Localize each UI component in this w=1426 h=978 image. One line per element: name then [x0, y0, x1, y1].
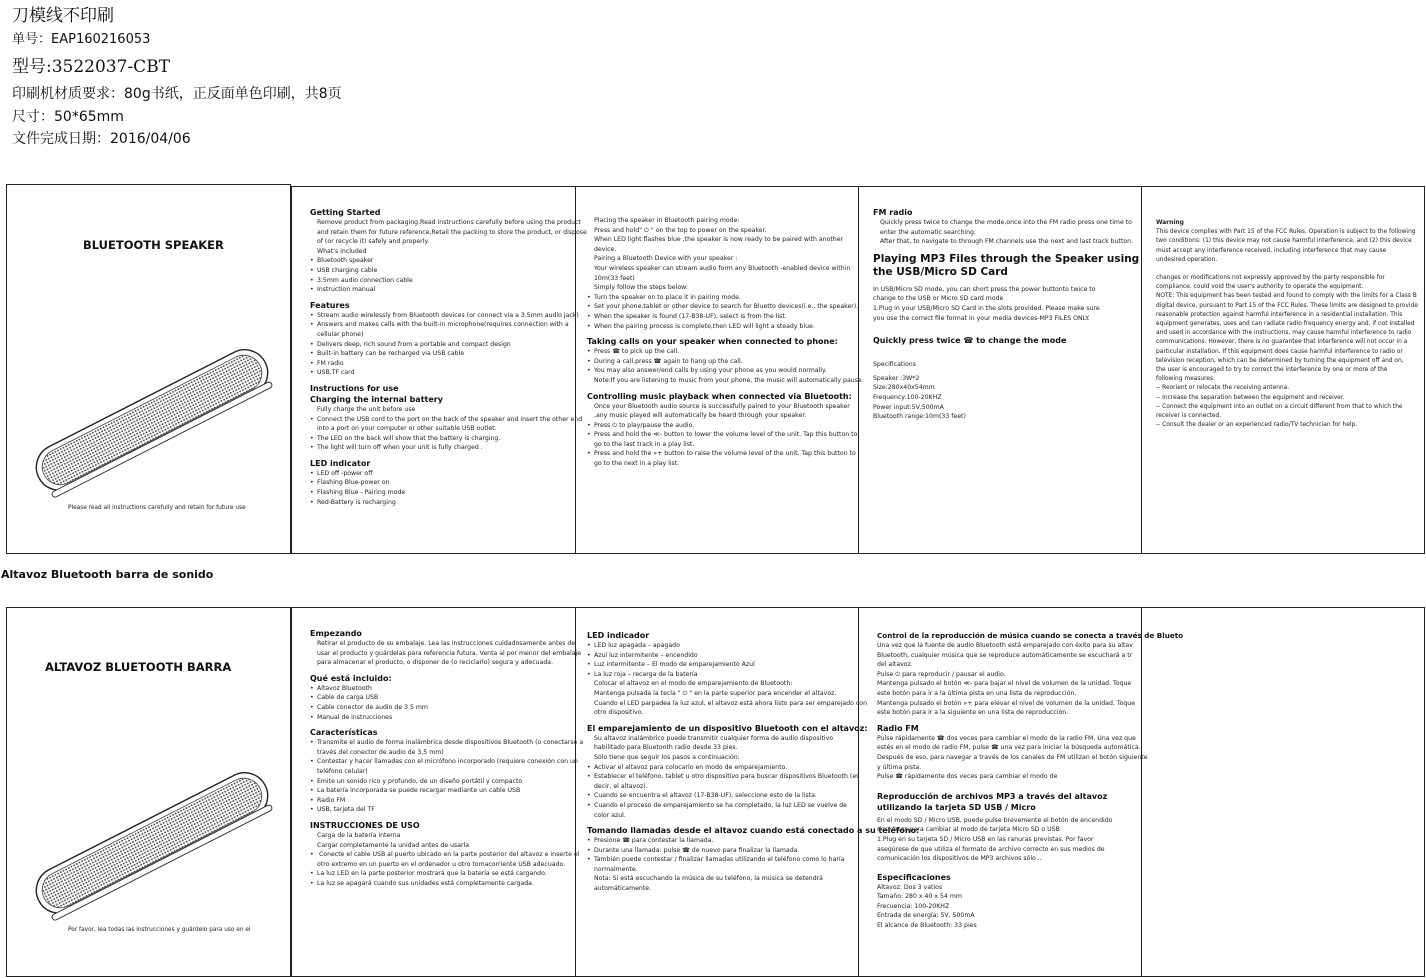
es-cover-panel: [6, 607, 291, 977]
list-item: • Instruction manual: [310, 285, 587, 295]
list-item: • 3.5mm audio connection cable: [310, 276, 587, 286]
heading-emparejamiento: El emparejamiento de un dispositivo Bluetooth con el altavoz:: [587, 723, 868, 733]
heading-controlling: Controlling music playback when connected via Bluetooth:: [587, 391, 852, 401]
list-item: • USB charging cable: [310, 266, 587, 276]
es-page3-text: LED indicador • LED luz apagada – apagado • Azul luz intermitente – encendido • Luz intermitente – El modo de emparejamiento Azul • La luz roja – recarga de la batería Colocar el altavoz en el modo de emparejamiento de Bluetooth: Mantenga pulsada la tecla " ⏻ " en la parte superior para encender el altavoz. Cuando el LED parpadea la luz azul, el altavoz está ahora listo para ser emparejado con otro dispositivo. El emparejamiento de un dispositivo Bluetooth con el altavoz: Su altavoz inalámbrico puede transmitir cualquier forma de audio dispositivo habilitado para Bluetooth radio desde 33 pies. Sólo tiene que seguir los pasos a continuación: • Activar el altavoz para colocarlo en modo de emparejamiento. • Establecer el teléfono, tablet u otro dispositivo para buscar dispositivos Bluetooth (es decir, el altavoz). • Cuando se encuentra el altavoz (17-B38-UF), seleccione esto de la lista. • Cuando el proceso de emparejamiento se ha completado, la luz LED se vuelve de color azul. Tomando llamadas desde el altavoz cuando está conectado a su teléfono: • Presione ☎ para contestar la llamada. • Durante una llamada: pulse ☎ de nuevo para finalizar la llamada. • También puede contestar / finalizar llamadas utilizando el teléfono como lo haría normalmente. Nota: Si está escuchando la música de su teléfono, la música se detendrá automáticamente.: [587, 630, 919, 894]
model-number: 型号:3522037-CBT: [12, 57, 171, 77]
completion-date: 文件完成日期：2016/04/06: [12, 131, 191, 147]
heading-especificaciones: Especificaciones: [877, 872, 951, 882]
order-number: 单号：EAP160216053: [12, 32, 151, 47]
en-cover-panel: [6, 184, 291, 554]
es-page2-text: Empezando Retirar el producto de su embalaje. Lea las instrucciones cuidadosamente antes de usar el producto y guárdelas para referencia futura. Venta al por menor del embalaje para almacenar el producto, o disponer de (o reciclarlo) segura y adecuada. Qué está incluido: • Altavoz Bluetooth • Cable de carga USB • Cable conector de audio de 3.5 mm • Manual de instrucciones Características • Transmite el audio de forma inalámbrica desde dispositivos Bluetooth (o conectarse a través del conector de audio de 3,5 mm) • Contestar y hacer llamadas con el micrófono incorporado (requiere conexión con un teléfono celular) • Emite un sonido rico y profundo, de un diseño portátil y compacto • La batería incorporada se puede recargar mediante un cable USB • Radio FM • USB, tarjeta del TF INSTRUCCIONES DE USO Carga de la batería interna Cargar completamente la unidad antes de usarla • Conecte el cable USB al puerto ubicado en la parte posterior del altavoz e inserte el otro extremo en un puerto en el ordenador u otro tomacorriente USB adecuado. • La luz LED en la parte posterior mostrará que la batería se está cargando. • La luz se apagará cuando sus unidades está completamente cargada.: [310, 628, 583, 888]
speaker-illustration: [17, 355, 287, 485]
heading-led: LED indicator: [310, 458, 371, 468]
heading-reproduccion-mp3-1: Reproducción de archivos MP3 a través del altavoz: [877, 791, 1108, 801]
es-cover-note: Por favor, lea todas las instrucciones y guárdelo para uso en el: [68, 927, 251, 933]
heading-control-reproduccion: Control de la reproducción de música cuando se conecta a través de Blueto: [877, 631, 1184, 640]
en-page4-panel: [858, 186, 1142, 554]
print-requirement: 印刷机材质要求：80g书纸，正反面单色印刷，共8页: [12, 86, 342, 102]
heading-reproduccion-mp3-2: utilizando la tarjeta SD USB / Micro: [877, 802, 1036, 812]
heading-incluido: Qué está incluido:: [310, 673, 392, 683]
en-cover-note: Please read all instructions carefully and retain for future use: [68, 505, 246, 511]
en-page3-panel: [575, 186, 864, 554]
en-page2-text: Getting Started Remove product from packaging.Read instructions carefully before using the product and retain them for future reference,Retail the packing to store the product, or dispose of (or recycle it) safely and properly. What's included • Bluetooth speaker • USB charging cable • 3.5mm audio connection cable • Instruction manual Features • Stream audio wirelessly from Bluetooth devices (or connect via a 3.5mm audio jack) • Answers and makes calls with the built-in microphone(requires connection with a cellular phone) • Delivers deep, rich sound from a portable and compact design • Built-in battery can be recharged via USB cable • FM radio • USB,TF card Instructions for use Charging the internal battery Fully charge the unit before use • Connect the USB cord to the port on the back of the speaker and insert the other end into a port on your computer or other suitable USB outlet. • The LED on the back will show that the battery is charging. • The light will turn off when your unit is fully charged . LED indicator • LED off -power off • Flashing Blue-power on • Flashing Blue - Pairing mode • Red-Battery is recharging: [310, 207, 587, 507]
row-label: Altavoz Bluetooth barra de sonido: [1, 568, 214, 581]
dimensions: 尺寸：50*65mm: [12, 109, 124, 125]
quick-press-note: Quickly press twice ☎ to change the mode: [873, 336, 1067, 346]
heading-mp3-2: the USB/Micro SD Card: [873, 266, 1008, 279]
heading-features: Features: [310, 300, 350, 310]
heading-mp3-1: Playing MP3 Files through the Speaker using: [873, 252, 1140, 265]
heading-taking-calls: Taking calls on your speaker when connected to phone:: [587, 337, 838, 347]
heading-specifications: Specifications: [873, 361, 916, 369]
list-item: • Bluetooth speaker: [310, 256, 587, 266]
es-page4-text: Control de la reproducción de música cuando se conecta a través de Blueto Una vez que la fuente de audio Bluetooth está emparejado con éxito para su altav Bluetooth, cualquier música que se reproduce automáticamente se escuchará a tr del altavoz. Pulse ⏻ para reproducir / pausar el audio. Mantenga pulsado el botón ≪- para bajar el nivel de volumen de la unidad. Toque este botón para ir a la última pista en una lista de reproducción. Mantenga pulsado el botón »+ para elevar el nivel de volumen de la unidad. Toque este botón para ir a la siguiente en una lista de reproducción. Radio FM Pulse rápidamente ☎ dos veces para cambiar el modo de la radio FM. Una vez que estés en el modo de radio FM, pulse ☎ una vez para iniciar la búsqueda automática. Después de eso, para navegar a través de los canales de FM utilizan el botón siguiente y última pista. Pulse ☎ rápidamente dos veces para cambiar el modo de Reproducción de archivos MP3 a través del altavoz utilizando la tarjeta SD USB / Micro En el modo SD / Micro USB, puede pulse brevemente el botón de encendido dos veces para cambiar al modo de tarjeta Micro SD o USB 1.Plug en su tarjeta SD / Micro USB en las ranuras previstas. Por favor asegúrese de que utiliza el formato de archivo correcto en sus medios de comunicación los dispositivos de MP3 archivos sólo .. Especificaciones Altavoz: Dos 3 vatios Tamaño: 280 x 40 x 54 mm Frecuencia: 100-20KHZ Entrada de energía: 5V, 500mA El alcance de Bluetooth: 33 pies: [877, 631, 1184, 930]
heading-instrucciones: INSTRUCCIONES DE USO: [310, 820, 420, 830]
header-title: 刀模线不印刷: [12, 6, 114, 26]
en-page4-text: FM radio Quickly press twice to change the mode,once into the FM radio press one time to enter the automatic searching. After that, to navigate to through FM channels use the next and last track button. Playing MP3 Files through the Speaker using the USB/Micro SD Card In USB/Micro SD mode, you can short press the power buttonto twice to change to the USB or Micro SD card mode 1.Plug in your USB/Micro SD Card in the slots provided. Please make sure you use the correct file format in your media devices-MP3 FILES ONLY. Quickly press twice ☎ to change the mode Specifications Speaker :3W*2 Size:280x40x54mm Frequency:100-20KHZ Power input:5V,500mA Bluetooth range:10m(33 feet): [873, 208, 1140, 421]
heading-charging: Charging the internal battery: [310, 394, 443, 404]
heading-warning: Warning: [1156, 220, 1184, 226]
es-cover-title: ALTAVOZ BLUETOOTH BARRA: [45, 660, 232, 674]
es-page2-panel: [291, 607, 584, 977]
en-page2-panel: [291, 186, 587, 554]
heading-radio-fm: Radio FM: [877, 723, 919, 733]
es-page4-panel: [858, 607, 1184, 977]
heading-led-indicador: LED indicador: [587, 631, 650, 640]
heading-instructions: Instructions for use: [310, 383, 399, 393]
heading-empezando: Empezando: [310, 629, 362, 638]
speaker-illustration: [17, 778, 287, 908]
en-page5-panel: [1141, 186, 1425, 554]
en-cover-title: BLUETOOTH SPEAKER: [83, 238, 224, 252]
en-page5-text: Warning This device complies with Part 15 of the FCC Rules. Operation is subject to the following two conditions: (1) this device may not cause harmful interference, and (2) this device must accept any interference received, including interference that may cause undesired operation. changes or modifications not expressly approved by the party responsible for compliance. could void the user's authority to operate the equipment. NOTE: This equipment has been tested and found to comply with the limits for a Class B digital device, pursuant to Part 15 of the FCC Rules. These limits are designed to provide reasonable protection against harmful interference in a residential installation. This equipment generates, uses and can radiate radio frequency energy and, if not installed and used in accordance with the instructions, may cause harmful interference to radio communications. However, there is no guarantee that interference will not occur in a particular installation. If this equipment does cause harmful interference to radio or television reception, which can be determined by turning the equipment off and on, the user is encouraged to try to correct the interference by one or more of the following measures: -- Reorient or relocate the receiving antenna. -- Increase the separation between the equipment and receiver. -- Connect the equipment into an outlet on a circuit different from that to which the receiver is connected. -- Consult the dealer or an experienced radio/TV technician for help.: [1156, 220, 1418, 429]
en-page3-text: Placing the speaker in Bluetooth pairing mode: Press and hold" ⏻ " on the top to power on the speaker. When LED light flashes blue ,the speaker is now ready to be paired with another device. Pairing a Bluetooth Device with your speaker : Your wireless speaker can stream audio form any Bluetooth -enabled device within 10m(33 feet) Simply follow the steps below: • Turn the speaker on to place it in pairing mode. • Set your phone,tablet or other device to search for Bluetto devices(i.e., the speaker). • When the speaker is found (17-B38-UF), select is from the list. • When the pairing process is complete,then LED will light a steady blue. Taking calls on your speaker when connected to phone: • Press ☎ to pick up the call. • During a call,press ☎ again to hang up the call. • You may also answer/end calls by using your phone as you would normally. Note:If you are listening to music from your phone, the music will automatically pause. Controlling music playback when connected via Bluetooth: Once your Bluetooth audio source is successfully paired to your Bluetooth speaker ,any music played will automatically be heard through your speaker. • Press ⏻ to play/pause the audio. • Press and hold the ≪- button to lower the volume level of the unit. Tap this button to go to the last track in a play list. • Press and hold the »+ button to raise the volume level of the unit. Tap this button to go to the next in a play list.: [587, 216, 864, 469]
heading-getting-started: Getting Started: [310, 208, 381, 217]
heading-tomando-llamadas: Tomando llamadas desde el altavoz cuando está conectado a su teléfono:: [587, 826, 920, 836]
heading-caracteristicas: Características: [310, 728, 378, 738]
heading-fm-radio: FM radio: [873, 208, 913, 217]
es-page5-panel: [1141, 607, 1425, 977]
